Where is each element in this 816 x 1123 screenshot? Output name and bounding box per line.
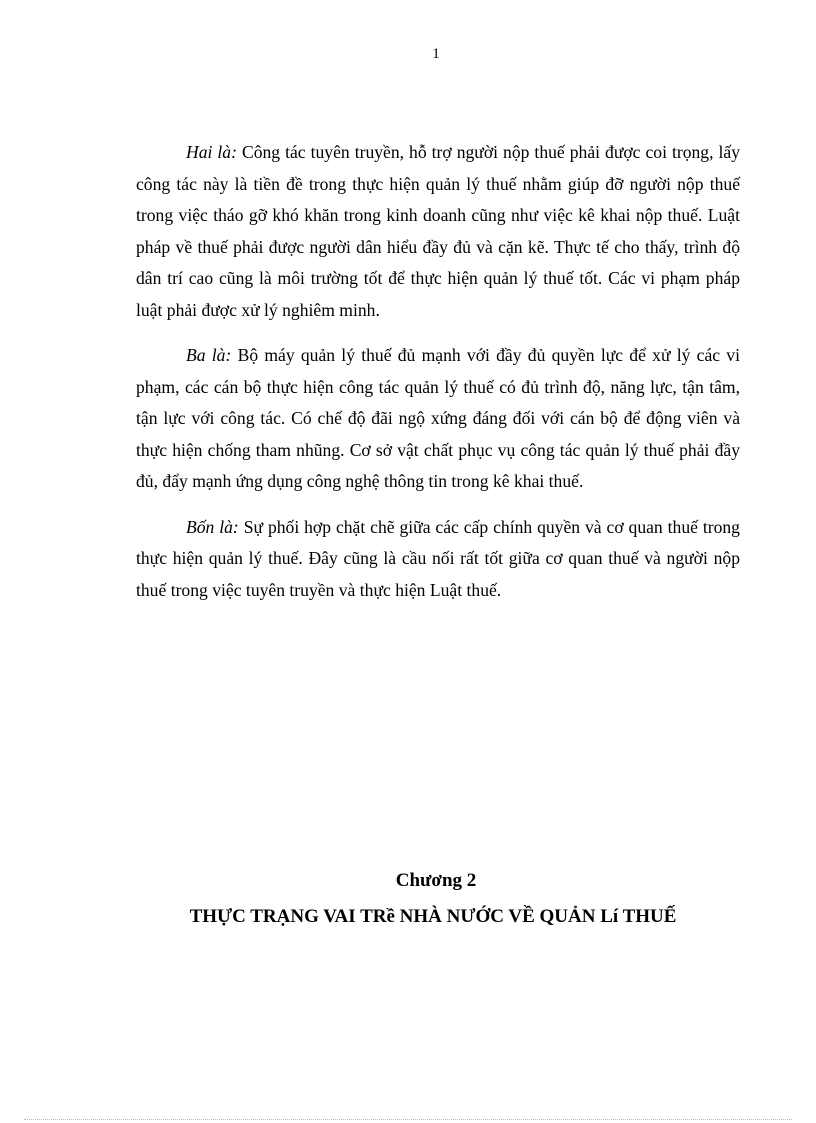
page-bottom-divider <box>24 1119 792 1120</box>
paragraph-bon-la <box>136 512 740 607</box>
paragraph-ba-la <box>136 340 740 498</box>
paragraph-lead: Hai là: <box>186 142 237 162</box>
paragraph-text: Sự phối hợp chặt chẽ giữa các cấp chính quyền và cơ quan thuế trong thực hiện quản lý thuế. Đây cũng là cầu nối rất tốt giữa cơ quan thuế và người nộp thuế trong việc tuyên truyền và thực hiện Luật thuế. <box>136 516 740 600</box>
paragraph-text: Bộ máy quản lý thuế đủ mạnh với đầy đủ quyền lực để xử lý các vi phạm, các cán bộ thực hiện công tác quản lý thuế có đủ trình độ, năng lực, tận tâm, tận lực với công tác. Có chế độ đãi ngộ xứng đáng đối với cán bộ để động viên và thực hiện chống tham nhũng. Cơ sở vật chất phục vụ công tác quản lý thuế phải đầy đủ, đẩy mạnh ứng dụng công nghệ thông tin trong kê khai thuế. <box>136 345 740 491</box>
paragraph-text: Công tác tuyên truyền, hỗ trợ người nộp thuế phải được coi trọng, lấy công tác này là tiền đề trong thực hiện quản lý thuế nhằm giúp đỡ người nộp thuế trong việc tháo gỡ khó khăn trong kinh doanh cũng như việc kê khai nộp thuế. Luật pháp về thuế phải được người dân hiểu đầy đủ và cặn kẽ. Thực tế cho thấy, trình độ dân trí cao cũng là môi trường tốt để thực hiện quản lý thuế tốt. Các vi phạm pháp luật phải được xử lý nghiêm minh. <box>136 142 741 320</box>
paragraph-lead: Ba là: <box>186 345 232 365</box>
chapter-title: THỰC TRẠNG VAI TRề NHÀ NƯỚC VỀ QUẢN Lí THUẾ <box>189 906 677 927</box>
chapter-number: Chương 2 <box>395 870 477 891</box>
paragraph-lead: Bốn là: <box>186 516 239 537</box>
body-text <box>136 137 740 620</box>
paragraph-hai-la <box>136 137 740 326</box>
page-number: 1 <box>432 46 440 62</box>
